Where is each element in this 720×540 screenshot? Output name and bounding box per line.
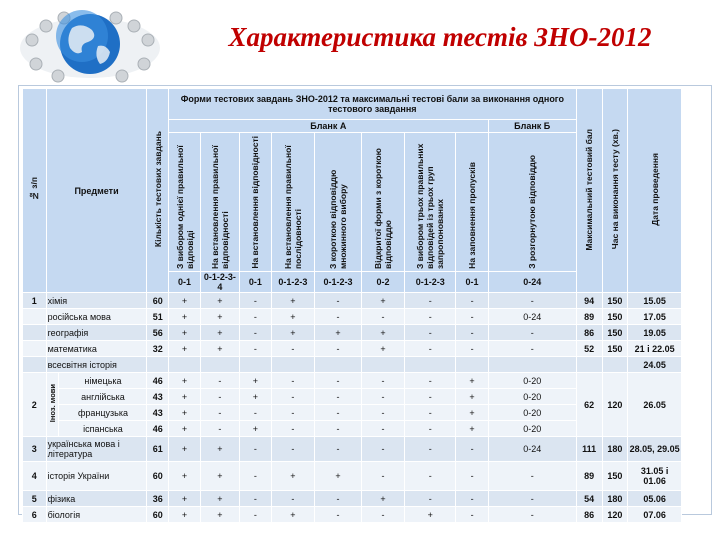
table-row: 4 історія України 60 + + - + + - - - - 89 150 31.05 і 01.06 bbox=[23, 462, 682, 491]
score-header: 0-1 bbox=[239, 272, 271, 293]
form-header: З вибором однієї правильної відповіді bbox=[168, 133, 200, 272]
subject-cell: французька bbox=[59, 405, 147, 421]
table-row: всесвітня історія 24.05 bbox=[23, 357, 682, 373]
table-row: французька 43 + - - - - - - + 0-20 bbox=[23, 405, 682, 421]
form-header: На встановлення відповідності bbox=[239, 133, 271, 272]
block-b-header: Бланк Б bbox=[488, 120, 576, 133]
table-row: математика 32 + + - - - + - - - 52 150 21 і 22.05 bbox=[23, 341, 682, 357]
table-row: 3 українська мова і література 61 + + - - - - - - 0-24 111 180 28.05, 29.05 bbox=[23, 437, 682, 462]
score-header: 0-1 bbox=[168, 272, 200, 293]
score-header: 0-1-2-3 bbox=[404, 272, 456, 293]
subject-cell: хімія bbox=[46, 293, 147, 309]
form-header: На заповнення пропусків bbox=[456, 133, 488, 272]
subject-cell: іспанська bbox=[59, 421, 147, 437]
subject-cell: історія України bbox=[46, 462, 147, 491]
table-row: 2 Іноз. мови німецька 46 + - + - - - - + 0-20 62 120 26.05 bbox=[23, 373, 682, 389]
date-header: Дата проведення bbox=[628, 89, 682, 293]
subject-cell: географія bbox=[46, 325, 147, 341]
score-header: 0-24 bbox=[488, 272, 576, 293]
subject-cell: російська мова bbox=[46, 309, 147, 325]
subject-cell: англійська bbox=[59, 389, 147, 405]
subjects-header: Предмети bbox=[46, 89, 147, 293]
table-row: англійська 43 + - + - - - - + 0-20 bbox=[23, 389, 682, 405]
table-row: іспанська 46 + - + - - - - + 0-20 bbox=[23, 421, 682, 437]
score-header: 0-1-2-3-4 bbox=[201, 272, 240, 293]
subject-cell: фізика bbox=[46, 491, 147, 507]
time-header: Час на виконання тесту (хв.) bbox=[602, 89, 628, 293]
max-score-header: Максимальний тестовий бал bbox=[576, 89, 602, 293]
form-header: З розгорнутою відповіддю bbox=[488, 133, 576, 272]
form-header: Відкритої форми з короткою відповіддю bbox=[362, 133, 405, 272]
score-header: 0-1-2-3 bbox=[314, 272, 361, 293]
characteristics-table bbox=[22, 88, 682, 523]
forms-header: Форми тестових завдань ЗНО-2012 та максимальні тестові бали за виконання одного тестового завдання bbox=[168, 89, 576, 120]
table-row: географія 56 + + - + + + - - - 86 150 19.05 bbox=[23, 325, 682, 341]
score-header: 0-1-2-3 bbox=[271, 272, 314, 293]
table-row: 5 фізика 36 + + - - - + - - - 54 180 05.06 bbox=[23, 491, 682, 507]
page-title: Характеристика тестів ЗНО-2012 bbox=[228, 22, 652, 52]
score-header: 0-2 bbox=[362, 272, 405, 293]
block-a-header: Бланк А bbox=[168, 120, 488, 133]
subject-cell: біологія bbox=[46, 507, 147, 523]
form-header: З короткою відповіддю множинного вибору bbox=[314, 133, 361, 272]
form-header: З вибором трьох правильних відповідей із трьох груп запропонованих bbox=[404, 133, 456, 272]
globe-meeting-logo bbox=[10, 6, 170, 86]
table-row: 1 хімія 60 + + - + - + - - - 94 150 15.05 bbox=[23, 293, 682, 309]
table-row: 6 біологія 60 + + - + - - + - - 86 120 07.06 bbox=[23, 507, 682, 523]
lang-group-label: Іноз. мови bbox=[46, 373, 59, 437]
form-header: На встановлення правильної відповідності bbox=[201, 133, 240, 272]
subject-cell: українська мова і література bbox=[46, 437, 147, 462]
score-header: 0-1 bbox=[456, 272, 488, 293]
subject-cell: всесвітня історія bbox=[46, 357, 147, 373]
count-header: Кількість тестових завдань bbox=[147, 89, 168, 293]
num-header: № з/п bbox=[23, 89, 47, 293]
table-row: російська мова 51 + + - + - - - - 0-24 89 150 17.05 bbox=[23, 309, 682, 325]
subject-cell: математика bbox=[46, 341, 147, 357]
subject-cell: німецька bbox=[59, 373, 147, 389]
form-header: На встановлення правильної послідовності bbox=[271, 133, 314, 272]
